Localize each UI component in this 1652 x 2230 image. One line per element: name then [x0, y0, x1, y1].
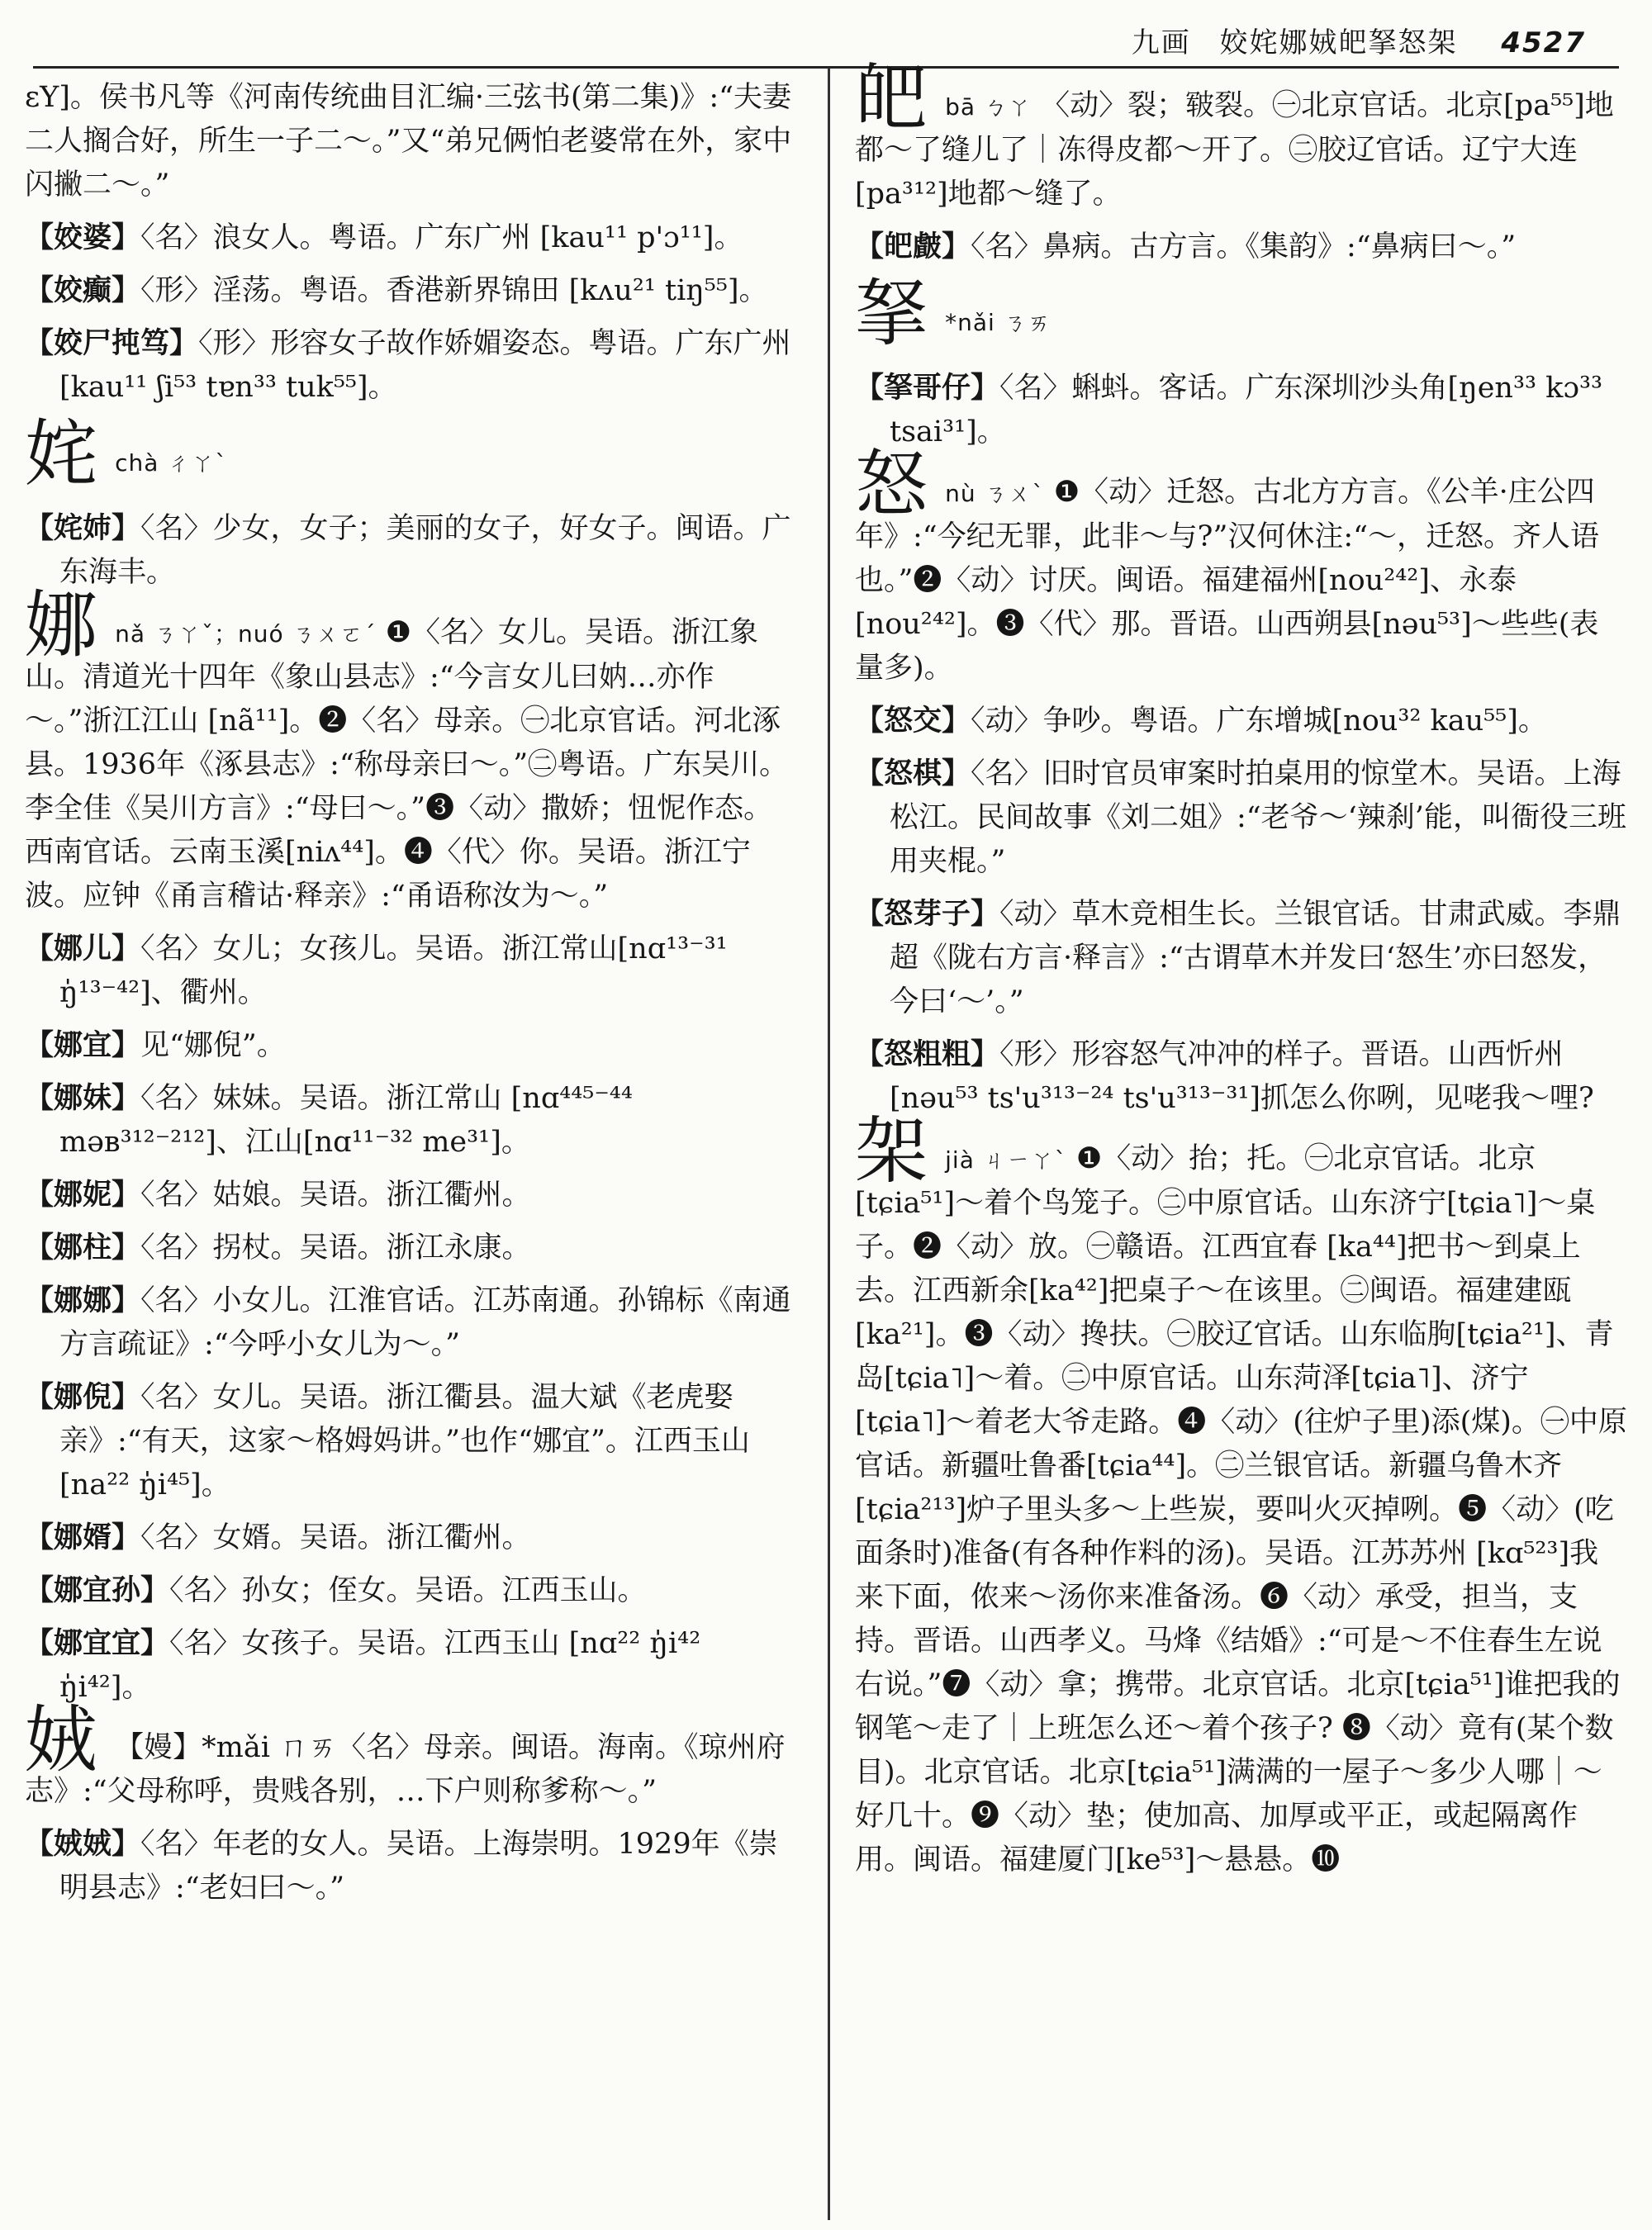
entry [25, 216, 797, 260]
definition: 〈名〉女婿。吴语。浙江衢州。 [140, 1521, 531, 1554]
head-character: 皅 [855, 55, 928, 140]
definition: 见“娜倪”。 [140, 1029, 286, 1062]
character-entry [855, 55, 1627, 216]
headword: 【怒交】 [855, 704, 971, 738]
headword: 【娜倪】 [25, 1380, 141, 1414]
headword: 【怒粗粗】 [855, 1037, 1000, 1071]
entry [25, 268, 797, 313]
entry [25, 1375, 797, 1507]
headword: 【拏哥仔】 [855, 371, 1000, 405]
entry [25, 1621, 797, 1710]
headword: 【娜宜】 [25, 1028, 141, 1062]
head-character: 怒 [855, 442, 928, 527]
character-entry [855, 1108, 1627, 1882]
headword: 【娜妹】 [25, 1081, 141, 1115]
pinyin: chà ㄔㄚˋ [115, 449, 228, 477]
definition: 〈名〉妹妹。吴语。浙江常山 [nɑ⁴⁴⁵⁻⁴⁴ məʙ³¹²⁻²¹²]、江山[nɑ¹¹⁻³² me³¹]。 [59, 1082, 633, 1159]
headword: 【娜儿】 [25, 932, 141, 966]
definition: 〈动〉争吵。粤语。广东增城[nou³² kau⁵⁵]。 [971, 705, 1547, 738]
headword: 【姹姉】 [25, 511, 141, 545]
section-label: 九画 [1131, 26, 1191, 59]
definition: 〈名〉鼻病。古方言。《集韵》:“鼻病曰～。” [971, 230, 1517, 263]
definition: 〈名〉女孩子。吴语。江西玉山 [nɑ²² ŋ̍i⁴² ŋ̍i⁴²]。 [59, 1627, 701, 1704]
character-heading [855, 271, 1627, 359]
page-header [33, 15, 1619, 66]
pinyin: *nǎi ㄋㄞ [945, 309, 1051, 336]
head-character: 姹 [25, 411, 98, 496]
character-entry [25, 582, 797, 918]
column-divider [828, 68, 830, 2220]
definition: 〈名〉少女，女子；美丽的女子，好女子。闽语。广东海丰。 [59, 512, 791, 589]
header-rule [33, 66, 1619, 69]
head-character: 娜 [25, 582, 98, 667]
definition: 〈名〉浪女人。粤语。广东广州 [kau¹¹ p'ɔ¹¹]。 [140, 221, 743, 254]
headword: 【娜宜宜】 [25, 1626, 170, 1660]
character-entry [855, 442, 1627, 690]
pinyin: jià ㄐㄧㄚˋ [945, 1146, 1067, 1174]
entry [25, 1822, 797, 1910]
entry [25, 1173, 797, 1217]
headword: 【娜娜】 [25, 1283, 141, 1317]
entry [25, 1023, 797, 1068]
entry [855, 225, 1627, 269]
headword: 【姣尸扽笃】 [25, 326, 199, 360]
definition: ❶〈名〉女儿。吴语。浙江象山。清道光十四年《象山县志》:“今言女儿曰妠…亦作～。”浙江江山 [nã¹¹]。❷〈名〉母亲。㊀北京官话。河北涿县。1936年《涿县志》:“称母亲曰～。”㊁粤语。广东吴川。李全佳《吴川方言》:“母曰～。”❸〈动〉撒娇；忸怩作态。西南官话。云南玉溪[niʌ⁴⁴]。❹〈代〉你。吴语。浙江宁波。应钟《甬言稽诂·释亲》:“甬语称汝为～。” [25, 616, 789, 913]
entry [25, 1568, 797, 1613]
headword: 【姣癫】 [25, 273, 141, 307]
entry [25, 1076, 797, 1165]
entry [855, 699, 1627, 743]
entry [25, 1279, 797, 1367]
entry [855, 752, 1627, 884]
head-character: 娀 [25, 1697, 98, 1782]
pinyin: bā ㄅㄚ [945, 93, 1032, 121]
character-entry [25, 1697, 797, 1814]
head-character: 拏 [855, 271, 928, 356]
headword: 【姣婆】 [25, 221, 141, 254]
head-chars: 姣姹娜娀皅拏怒架 [1219, 26, 1458, 59]
headword: 【娜妮】 [25, 1178, 141, 1212]
entry [25, 1516, 797, 1560]
right-column [855, 55, 1627, 1891]
definition: 〈形〉淫荡。粤语。香港新界锦田 [kʌu²¹ tiŋ⁵⁵]。 [140, 274, 768, 307]
definition: 〈名〉蝌蚪。客话。广东深圳沙头角[ŋen³³ kɔ³³ tsai³¹]。 [890, 372, 1603, 448]
pinyin: nǎ ㄋㄚˇ；nuó ㄋㄨㄛˊ [115, 620, 377, 648]
definition: ❶〈动〉抬；托。㊀北京官话。北京 [tɕia⁵¹]～着个鸟笼子。㊁中原官话。山东济宁[tɕia˥]～桌子。❷〈动〉放。㊀赣语。江西宜春 [ka⁴⁴]把书～到桌上去。江西新余[ka⁴²]把桌子～在该里。㊁闽语。福建建瓯 [ka²¹]。❸〈动〉搀扶。㊀胶辽官话。山东临朐[tɕia²¹]、青岛[tɕia˥]～着。㊁中原官话。山东菏泽[tɕia˥]、济宁 [tɕia˥]～着老大爷走路。❹〈动〉(往炉子里)添(煤)。㊀中原官话。新疆吐鲁番[tɕia⁴⁴]。㊁兰银官话。新疆乌鲁木齐[tɕia²¹³]炉子里头多～上些炭，要叫火灭掉咧。❺〈动〉(吃面条时)准备(有各种作料的汤)。吴语。江苏苏州 [kɑ⁵²³]我来下面，侬来～汤你来准备汤。❻〈动〉承受，担当，支持。晋语。山西孝义。马烽《结婚》:“可是～不住春生左说右说。”❼〈动〉拿；携带。北京官话。北京[tɕia⁵¹]谁把我的钢笔～走了｜上班怎么还～着个孩子? ❽〈动〉竟有(某个数目)。北京官话。北京[tɕia⁵¹]满满的一屋子～多少人哪｜～好几十。❾〈动〉垫；使加高、加厚或平正，或起隔离作用。闽语。福建厦门[ke⁵³]～悬悬。❿ [855, 1142, 1627, 1877]
character-heading [25, 411, 797, 500]
entry [25, 927, 797, 1015]
definition: 〈动〉草木竞相生长。兰银官话。甘肃武威。李鼎超《陇右方言·释言》:“古谓草木并发曰‘怒生’亦曰怒发，今曰‘～’。” [890, 898, 1621, 1018]
definition: 〈名〉年老的女人。吴语。上海崇明。1929年《崇明县志》:“老妇曰～。” [59, 1828, 778, 1905]
entry [855, 892, 1627, 1024]
headword: 【娜婿】 [25, 1521, 141, 1554]
headword: 【皅皻】 [855, 230, 971, 263]
entry [855, 366, 1627, 454]
entry [855, 1032, 1627, 1121]
headword: 【娜柱】 [25, 1231, 141, 1264]
page-number: 4527 [1501, 26, 1586, 59]
headword: 【娀娀】 [25, 1827, 141, 1861]
continued-entry: ɛY]。侯书凡等《河南传统曲目汇编·三弦书(第二集)》:“夫妻二人搁合好，所生一子二～。”又“弟兄俩怕老婆常在外，家中闪撇二～。” [25, 81, 792, 202]
running-head [1132, 20, 1586, 60]
pinyin: nù ㄋㄨˋ [945, 480, 1045, 507]
entry [25, 506, 797, 595]
definition: 〈形〉形容女子故作娇媚姿态。粤语。广东广州[kau¹¹ ʃi⁵³ tɐn³³ tuk⁵⁵]。 [59, 327, 791, 404]
headword: 【怒棋】 [855, 757, 971, 790]
headword: 【怒芽子】 [855, 897, 1000, 931]
headword: 【娜宜孙】 [25, 1573, 170, 1607]
definition: ❶〈动〉迁怒。古北方方言。《公羊·庄公四年》:“今纪无罪，此非～与?”汉何休注:“～，迁怒。齐人语也。”❷〈动〉讨厌。闽语。福建福州[nou²⁴²]、永泰[nou²⁴²]。❸〈代〉那。晋语。山西朔县[nəu⁵³]～些些(表量多)。 [855, 476, 1600, 685]
definition: 〈形〉形容怒气冲冲的样子。晋语。山西忻州[nəu⁵³ ts'u³¹³⁻²⁴ ts'u³¹³⁻³¹]抓怎么你咧，见咾我～哩? [890, 1038, 1594, 1115]
definition: 〈名〉女儿。吴语。浙江衢县。温大斌《老虎娶亲》:“有天，这家～格姆妈讲。”也作“娜宜”。江西玉山[na²² ŋ̍i⁴⁵]。 [59, 1381, 750, 1502]
definition: 〈动〉裂；皲裂。㊀北京官话。北京[pa⁵⁵]地都～了缝儿了｜冻得皮都～开了。㊁胶辽官话。辽宁大连 [pa³¹²]地都～缝了。 [855, 89, 1614, 211]
definition: 〈名〉女儿；女孩儿。吴语。浙江常山[nɑ¹³⁻³¹ ŋ̍¹³⁻⁴²]、衢州。 [59, 932, 728, 1009]
definition: 〈名〉小女儿。江淮官话。江苏南通。孙锦标《南通方言疏证》:“今呼小女儿为～。” [59, 1284, 791, 1361]
definition: 〈名〉孙女；侄女。吴语。江西玉山。 [169, 1574, 647, 1607]
definition: 【嫚】*mǎi ㄇㄞ〈名〉母亲。闽语。海南。《琼州府志》:“父母称呼，贵贱各别，…下户则称爹称～。” [25, 1731, 786, 1808]
definition: 〈名〉拐杖。吴语。浙江永康。 [140, 1231, 531, 1264]
left-column [25, 76, 797, 1919]
head-character: 架 [855, 1108, 928, 1193]
entry [25, 1226, 797, 1270]
definition: 〈名〉姑娘。吴语。浙江衢州。 [140, 1179, 531, 1212]
entry [25, 321, 797, 410]
definition: 〈名〉旧时官员审案时拍桌用的惊堂木。吴语。上海松江。民间故事《刘二姐》:“老爷～‘辣刹’能，叫衙役三班用夹棍。” [890, 757, 1626, 878]
